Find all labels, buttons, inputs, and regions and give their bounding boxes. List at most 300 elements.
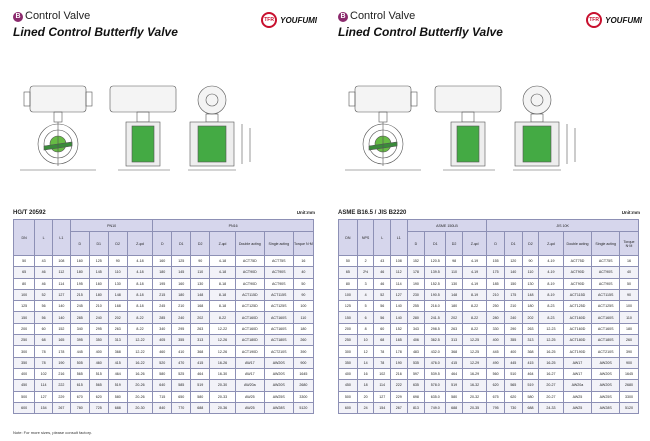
table-cell: ACT180D <box>563 335 592 346</box>
table-cell: 4-19 <box>462 256 486 267</box>
table-cell: 240 <box>172 312 191 323</box>
table-cell: 241.5 <box>425 312 446 323</box>
table-cell: 98 <box>446 256 463 267</box>
table-cell: 295 <box>89 323 108 334</box>
table-row <box>339 289 639 300</box>
table-cell: 46 <box>35 267 53 278</box>
table-cell: 175 <box>487 267 505 278</box>
table-cell: 120.5 <box>425 256 446 267</box>
col-header: Single acting <box>264 232 293 256</box>
table-cell: 140 <box>53 301 71 312</box>
table-cell: 100 <box>620 301 639 312</box>
left-valve-drawing <box>20 84 290 176</box>
table-cell: AW20a <box>563 380 592 391</box>
table-cell: 139.5 <box>425 267 446 278</box>
table-cell: 8-22 <box>462 323 486 334</box>
table-cell: 80 <box>14 278 35 289</box>
table-cell: 12-22 <box>210 323 236 334</box>
table-cell: 8-22 <box>210 312 236 323</box>
table-cell: 290 <box>504 323 522 334</box>
right-page-title: Lined Control Butterfly Valve <box>338 25 503 39</box>
table-cell: 202 <box>108 312 127 323</box>
table-cell: 505 <box>70 357 89 368</box>
table-cell: 535 <box>407 357 425 368</box>
table-cell: 195 <box>70 278 89 289</box>
table-cell: 127 <box>53 289 71 300</box>
table-cell: 580 <box>153 368 172 379</box>
table-cell: AW20S <box>592 357 620 368</box>
table-cell: 8-22 <box>127 312 153 323</box>
table-cell: 100 <box>293 301 313 312</box>
table-cell: 68 <box>35 335 53 346</box>
table-cell: 216 <box>391 368 408 379</box>
table-cell: 20-26 <box>127 391 153 402</box>
table-cell: 145 <box>172 267 191 278</box>
table-cell: 464 <box>446 368 463 379</box>
table-cell: 565 <box>504 380 522 391</box>
table-cell: 8-18 <box>210 289 236 300</box>
table-cell: 390 <box>620 346 639 357</box>
table-cell: 120 <box>504 256 522 267</box>
table-cell: 102 <box>35 368 53 379</box>
table-cell: 180 <box>293 323 313 334</box>
table-cell: 795 <box>487 402 505 413</box>
table-cell: 215 <box>153 289 172 300</box>
table-cell: AW20S <box>264 368 293 379</box>
table-cell: 688 <box>191 402 210 413</box>
table-cell: 195 <box>153 278 172 289</box>
table-cell: 210 <box>487 289 505 300</box>
table-cell: 56 <box>374 301 391 312</box>
table-cell: 250 <box>14 335 35 346</box>
table-cell: 130 <box>522 278 539 289</box>
table-cell: 515 <box>89 368 108 379</box>
col-header: NPS <box>357 220 374 256</box>
table-cell: 240 <box>504 312 522 323</box>
table-cell: 362.5 <box>425 335 446 346</box>
youfumi-logo-icon <box>586 12 642 28</box>
table-cell: 140 <box>391 301 408 312</box>
table-cell: 12-22 <box>127 346 153 357</box>
table-cell: 5 <box>357 301 374 312</box>
logo-text: YOUFUMI <box>605 15 642 25</box>
table-cell: 670 <box>70 391 89 402</box>
table-cell: 56 <box>35 312 53 323</box>
table-cell: 490 <box>487 357 505 368</box>
table-cell: 8-22 <box>462 312 486 323</box>
table-cell: 46 <box>374 278 391 289</box>
table-cell: 160 <box>153 256 172 267</box>
table-cell: 813 <box>407 402 425 413</box>
right-unit-label: Unit:mm <box>621 210 640 215</box>
left-header <box>13 11 178 39</box>
table-cell: 230 <box>407 289 425 300</box>
table-cell: 18 <box>357 380 374 391</box>
table-cell: 263 <box>522 323 539 334</box>
table-cell: 16 <box>357 368 374 379</box>
logo-mark: TFR <box>261 12 277 28</box>
table-row <box>339 335 639 346</box>
table-cell: 580 <box>522 391 539 402</box>
table-cell: AW28S <box>592 402 620 413</box>
table-cell: 130 <box>108 278 127 289</box>
table-cell: 565 <box>70 368 89 379</box>
col-header: Z-φd <box>462 232 486 256</box>
table-cell: 154 <box>374 402 391 413</box>
table-cell: 215 <box>70 289 89 300</box>
table-row <box>14 256 314 267</box>
table-cell: 50 <box>339 256 358 267</box>
table-cell: 519 <box>191 380 210 391</box>
table-cell: ACT75S <box>592 256 620 267</box>
table-cell: 168 <box>108 301 127 312</box>
table-cell: 127 <box>35 391 53 402</box>
table-cell: 415 <box>522 357 539 368</box>
table-cell: 46 <box>35 278 53 289</box>
table-cell: 180 <box>446 301 463 312</box>
table-cell: 20-30 <box>210 380 236 391</box>
col-header: L1 <box>53 220 71 256</box>
col-header: Torque N·M <box>620 232 639 256</box>
col-header: L <box>374 220 391 256</box>
table-cell: 640 <box>153 380 172 391</box>
table-cell: 240 <box>89 312 108 323</box>
table-row <box>339 380 639 391</box>
table-cell: 8-22 <box>127 323 153 334</box>
table-cell: ACT160D <box>563 323 592 334</box>
table-cell: 140 <box>53 312 71 323</box>
col-header: L <box>35 220 53 256</box>
table-cell: 8-18 <box>210 301 236 312</box>
table-cell: 464 <box>108 368 127 379</box>
table-cell: 180 <box>620 323 639 334</box>
table-cell: ACT115S <box>264 289 293 300</box>
table-cell: 250 <box>339 335 358 346</box>
table-cell: 110 <box>620 312 639 323</box>
table-cell: 340 <box>153 323 172 334</box>
table-cell: 3300 <box>293 391 313 402</box>
table-cell: AW17 <box>235 368 264 379</box>
logo-mark: TFR <box>586 12 602 28</box>
table-cell: 476.0 <box>425 357 446 368</box>
table-cell: 12-26 <box>210 335 236 346</box>
table-cell: 114 <box>374 380 391 391</box>
left-unit-label: Unit:mm <box>296 210 315 215</box>
table-cell: 580 <box>191 391 210 402</box>
table-cell: 350 <box>339 357 358 368</box>
table-cell: 267 <box>391 402 408 413</box>
table-cell: ACT90D <box>235 267 264 278</box>
table-cell: 560 <box>487 368 505 379</box>
table-cell: 445 <box>487 346 505 357</box>
table-cell: 229 <box>53 391 71 402</box>
table-cell: 525 <box>172 368 191 379</box>
table-cell: ACT160D <box>563 312 592 323</box>
col-header: Torque N·M <box>293 232 313 256</box>
table-cell: 14 <box>357 357 374 368</box>
table-cell: 749.0 <box>425 402 446 413</box>
table-cell: 110 <box>522 267 539 278</box>
table-cell: ACT90S <box>264 267 293 278</box>
table-cell: 12-25 <box>462 335 486 346</box>
right-spec-table <box>338 219 639 414</box>
col-header: D <box>70 232 89 256</box>
table-cell: 180 <box>153 267 172 278</box>
table-cell: 52 <box>374 289 391 300</box>
table-cell: AW17 <box>563 368 592 379</box>
table-cell: 406 <box>407 335 425 346</box>
table-row <box>339 323 639 334</box>
table-cell: 730 <box>504 402 522 413</box>
col-header: D2 <box>446 232 463 256</box>
table-cell: 4-18 <box>127 267 153 278</box>
table-cell: 180 <box>172 289 191 300</box>
table-cell: 460 <box>89 357 108 368</box>
table-cell: 368 <box>108 346 127 357</box>
table-cell: ACT180S <box>264 335 293 346</box>
table-cell: 46 <box>374 267 391 278</box>
table-cell: 152 <box>407 256 425 267</box>
table-row <box>14 289 314 300</box>
table-cell: 688 <box>108 402 127 413</box>
table-cell: 395 <box>70 335 89 346</box>
table-row <box>339 312 639 323</box>
table-cell: 368 <box>446 346 463 357</box>
table-cell: 245 <box>153 301 172 312</box>
table-cell: ACT125D <box>563 301 592 312</box>
table-cell: 4-19 <box>539 267 563 278</box>
table-cell: 650 <box>172 391 191 402</box>
table-cell: ACT90D <box>235 278 264 289</box>
table-cell: ACT75D <box>235 256 264 267</box>
table-cell: 168 <box>191 301 210 312</box>
table-cell: 20 <box>357 391 374 402</box>
table-cell: 16-22 <box>127 357 153 368</box>
table-cell: 725 <box>89 402 108 413</box>
table-cell: 155 <box>487 256 505 267</box>
table-cell: 600 <box>339 402 358 413</box>
table-cell: ACT90S <box>592 267 620 278</box>
table-cell: AW17 <box>563 357 592 368</box>
table-cell: 20-26 <box>127 380 153 391</box>
table-cell: 190 <box>391 357 408 368</box>
table-cell: 483 <box>407 346 425 357</box>
table-cell: 368 <box>522 346 539 357</box>
table-cell: 114 <box>391 278 408 289</box>
table-cell: 90 <box>191 256 210 267</box>
right-header <box>338 11 503 39</box>
table-cell: 150 <box>339 312 358 323</box>
col-header: D2 <box>522 232 539 256</box>
table-cell: 60 <box>35 323 53 334</box>
table-cell: 565 <box>89 380 108 391</box>
table-cell: 148 <box>446 289 463 300</box>
table-cell: 8-18 <box>127 301 153 312</box>
col-header: Double acting <box>235 232 264 256</box>
table-row <box>14 335 314 346</box>
table-cell: ACT160D <box>235 323 264 334</box>
table-cell: 500 <box>339 391 358 402</box>
table-cell: 470 <box>172 357 191 368</box>
col-header: D <box>487 232 505 256</box>
table-cell: 510 <box>504 368 522 379</box>
table-cell: 114 <box>35 380 53 391</box>
table-cell: 160 <box>70 256 89 267</box>
table-row <box>14 267 314 278</box>
table-cell: 202 <box>191 312 210 323</box>
table-cell: 16 <box>620 256 639 267</box>
table-cell: 255 <box>407 301 425 312</box>
table-cell: 615 <box>70 380 89 391</box>
table-cell: 152 <box>53 323 71 334</box>
table-cell: 200 <box>14 323 35 334</box>
table-cell: AW20S <box>264 357 293 368</box>
table-row <box>339 346 639 357</box>
table-cell: ACT160S <box>592 323 620 334</box>
table-cell: 160 <box>89 278 108 289</box>
left-note: Note: For more sizes, please consult factory. <box>13 430 92 435</box>
table-cell: 2680 <box>620 380 639 391</box>
table-cell: 125 <box>14 301 35 312</box>
table-cell: 16-27 <box>539 368 563 379</box>
table-cell: ACT115D <box>235 289 264 300</box>
table-cell: AW25 <box>235 391 264 402</box>
table-cell: 368 <box>191 346 210 357</box>
table-cell: 178 <box>391 346 408 357</box>
table-cell: 222 <box>53 380 71 391</box>
table-row <box>14 402 314 413</box>
table-cell: ACT115S <box>592 289 620 300</box>
table-cell: AW20S <box>264 380 293 391</box>
table-row <box>14 346 314 357</box>
table-cell: 313 <box>522 335 539 346</box>
right-table-head <box>339 220 639 256</box>
table-cell: ACT210S <box>264 346 293 357</box>
table-cell: 78 <box>35 357 53 368</box>
table-cell: 415 <box>191 357 210 368</box>
control-valve-badge-icon: B <box>13 12 23 22</box>
table-cell: 90 <box>522 256 539 267</box>
table-cell: 597 <box>407 368 425 379</box>
table-cell: 12-25 <box>539 335 563 346</box>
table-cell: 108 <box>391 256 408 267</box>
table-cell: 4 <box>357 289 374 300</box>
table-cell: 350 <box>14 357 35 368</box>
table-cell: 770 <box>172 402 191 413</box>
table-cell: 12-22 <box>127 335 153 346</box>
table-row <box>339 368 639 379</box>
table-cell: AW25 <box>563 402 592 413</box>
right-category-label: Control Valve <box>350 10 416 22</box>
table-cell: 190.5 <box>425 289 446 300</box>
table-cell: 260 <box>620 335 639 346</box>
table-cell: 50 <box>620 278 639 289</box>
table-cell: ACT160S <box>264 323 293 334</box>
table-cell: 24 <box>357 402 374 413</box>
table-cell: ACT210S <box>592 346 620 357</box>
table-cell: 260 <box>293 335 313 346</box>
table-cell: 2½ <box>357 267 374 278</box>
table-cell: 16-25 <box>539 357 563 368</box>
table-cell: 165 <box>53 335 71 346</box>
col-header: Z-φd <box>127 232 153 256</box>
table-cell: 585 <box>172 380 191 391</box>
table-cell: 154 <box>35 402 53 413</box>
table-cell: 152 <box>391 323 408 334</box>
table-cell: 100 <box>339 289 358 300</box>
group-header: ASME 150LB <box>407 220 487 232</box>
table-cell: 216 <box>53 368 71 379</box>
table-cell: 40 <box>620 267 639 278</box>
left-standard-label: HG/T 20592 <box>13 210 46 216</box>
table-cell: 210 <box>89 301 108 312</box>
table-cell: 295 <box>172 323 191 334</box>
table-cell: 50 <box>14 256 35 267</box>
table-cell: 210 <box>504 301 522 312</box>
table-cell: 180 <box>522 301 539 312</box>
table-cell: 16-25 <box>539 346 563 357</box>
table-cell: 20-27 <box>539 391 563 402</box>
table-cell: 330 <box>487 323 505 334</box>
table-cell: 78 <box>374 357 391 368</box>
table-cell: 108 <box>53 256 71 267</box>
table-row <box>339 301 639 312</box>
col-header: D2 <box>191 232 210 256</box>
table-cell: 405 <box>153 335 172 346</box>
table-cell: 20-27 <box>539 380 563 391</box>
table-cell: 100 <box>14 289 35 300</box>
table-row <box>339 278 639 289</box>
table-cell: AW25S <box>264 391 293 402</box>
table-cell: 65 <box>14 267 35 278</box>
table-cell: AW20S <box>592 368 620 379</box>
col-header: Double acting <box>563 232 592 256</box>
table-cell: 400 <box>504 346 522 357</box>
table-cell: 12-29 <box>462 357 486 368</box>
table-cell: ACT125S <box>592 301 620 312</box>
table-cell: 464 <box>191 368 210 379</box>
table-cell: 400 <box>339 368 358 379</box>
table-cell: 8-19 <box>462 289 486 300</box>
table-cell: 16-30 <box>210 368 236 379</box>
col-header: DN <box>339 220 358 256</box>
table-cell: 148 <box>522 289 539 300</box>
table-cell: AW25 <box>235 402 264 413</box>
table-cell: 229 <box>391 391 408 402</box>
col-header: DN <box>14 220 35 256</box>
table-cell: 675 <box>487 391 505 402</box>
table-cell: 202 <box>522 312 539 323</box>
table-cell: 102 <box>374 368 391 379</box>
table-cell: 40 <box>293 267 313 278</box>
table-cell: ACT90S <box>592 278 620 289</box>
table-cell: 140 <box>504 267 522 278</box>
table-cell: 20-30 <box>127 402 153 413</box>
col-header: Z-φd <box>539 232 563 256</box>
table-cell: 185 <box>487 278 505 289</box>
table-cell: 202 <box>446 312 463 323</box>
table-cell: ACT75S <box>264 256 293 267</box>
table-cell: 12-26 <box>210 346 236 357</box>
table-cell: 125 <box>89 256 108 267</box>
table-cell: 60 <box>374 323 391 334</box>
table-cell: 2680 <box>293 380 313 391</box>
table-row <box>14 278 314 289</box>
table-cell: 175 <box>504 289 522 300</box>
table-cell: 840 <box>153 402 172 413</box>
table-cell: 12-25 <box>462 346 486 357</box>
table-cell: 580 <box>108 391 127 402</box>
